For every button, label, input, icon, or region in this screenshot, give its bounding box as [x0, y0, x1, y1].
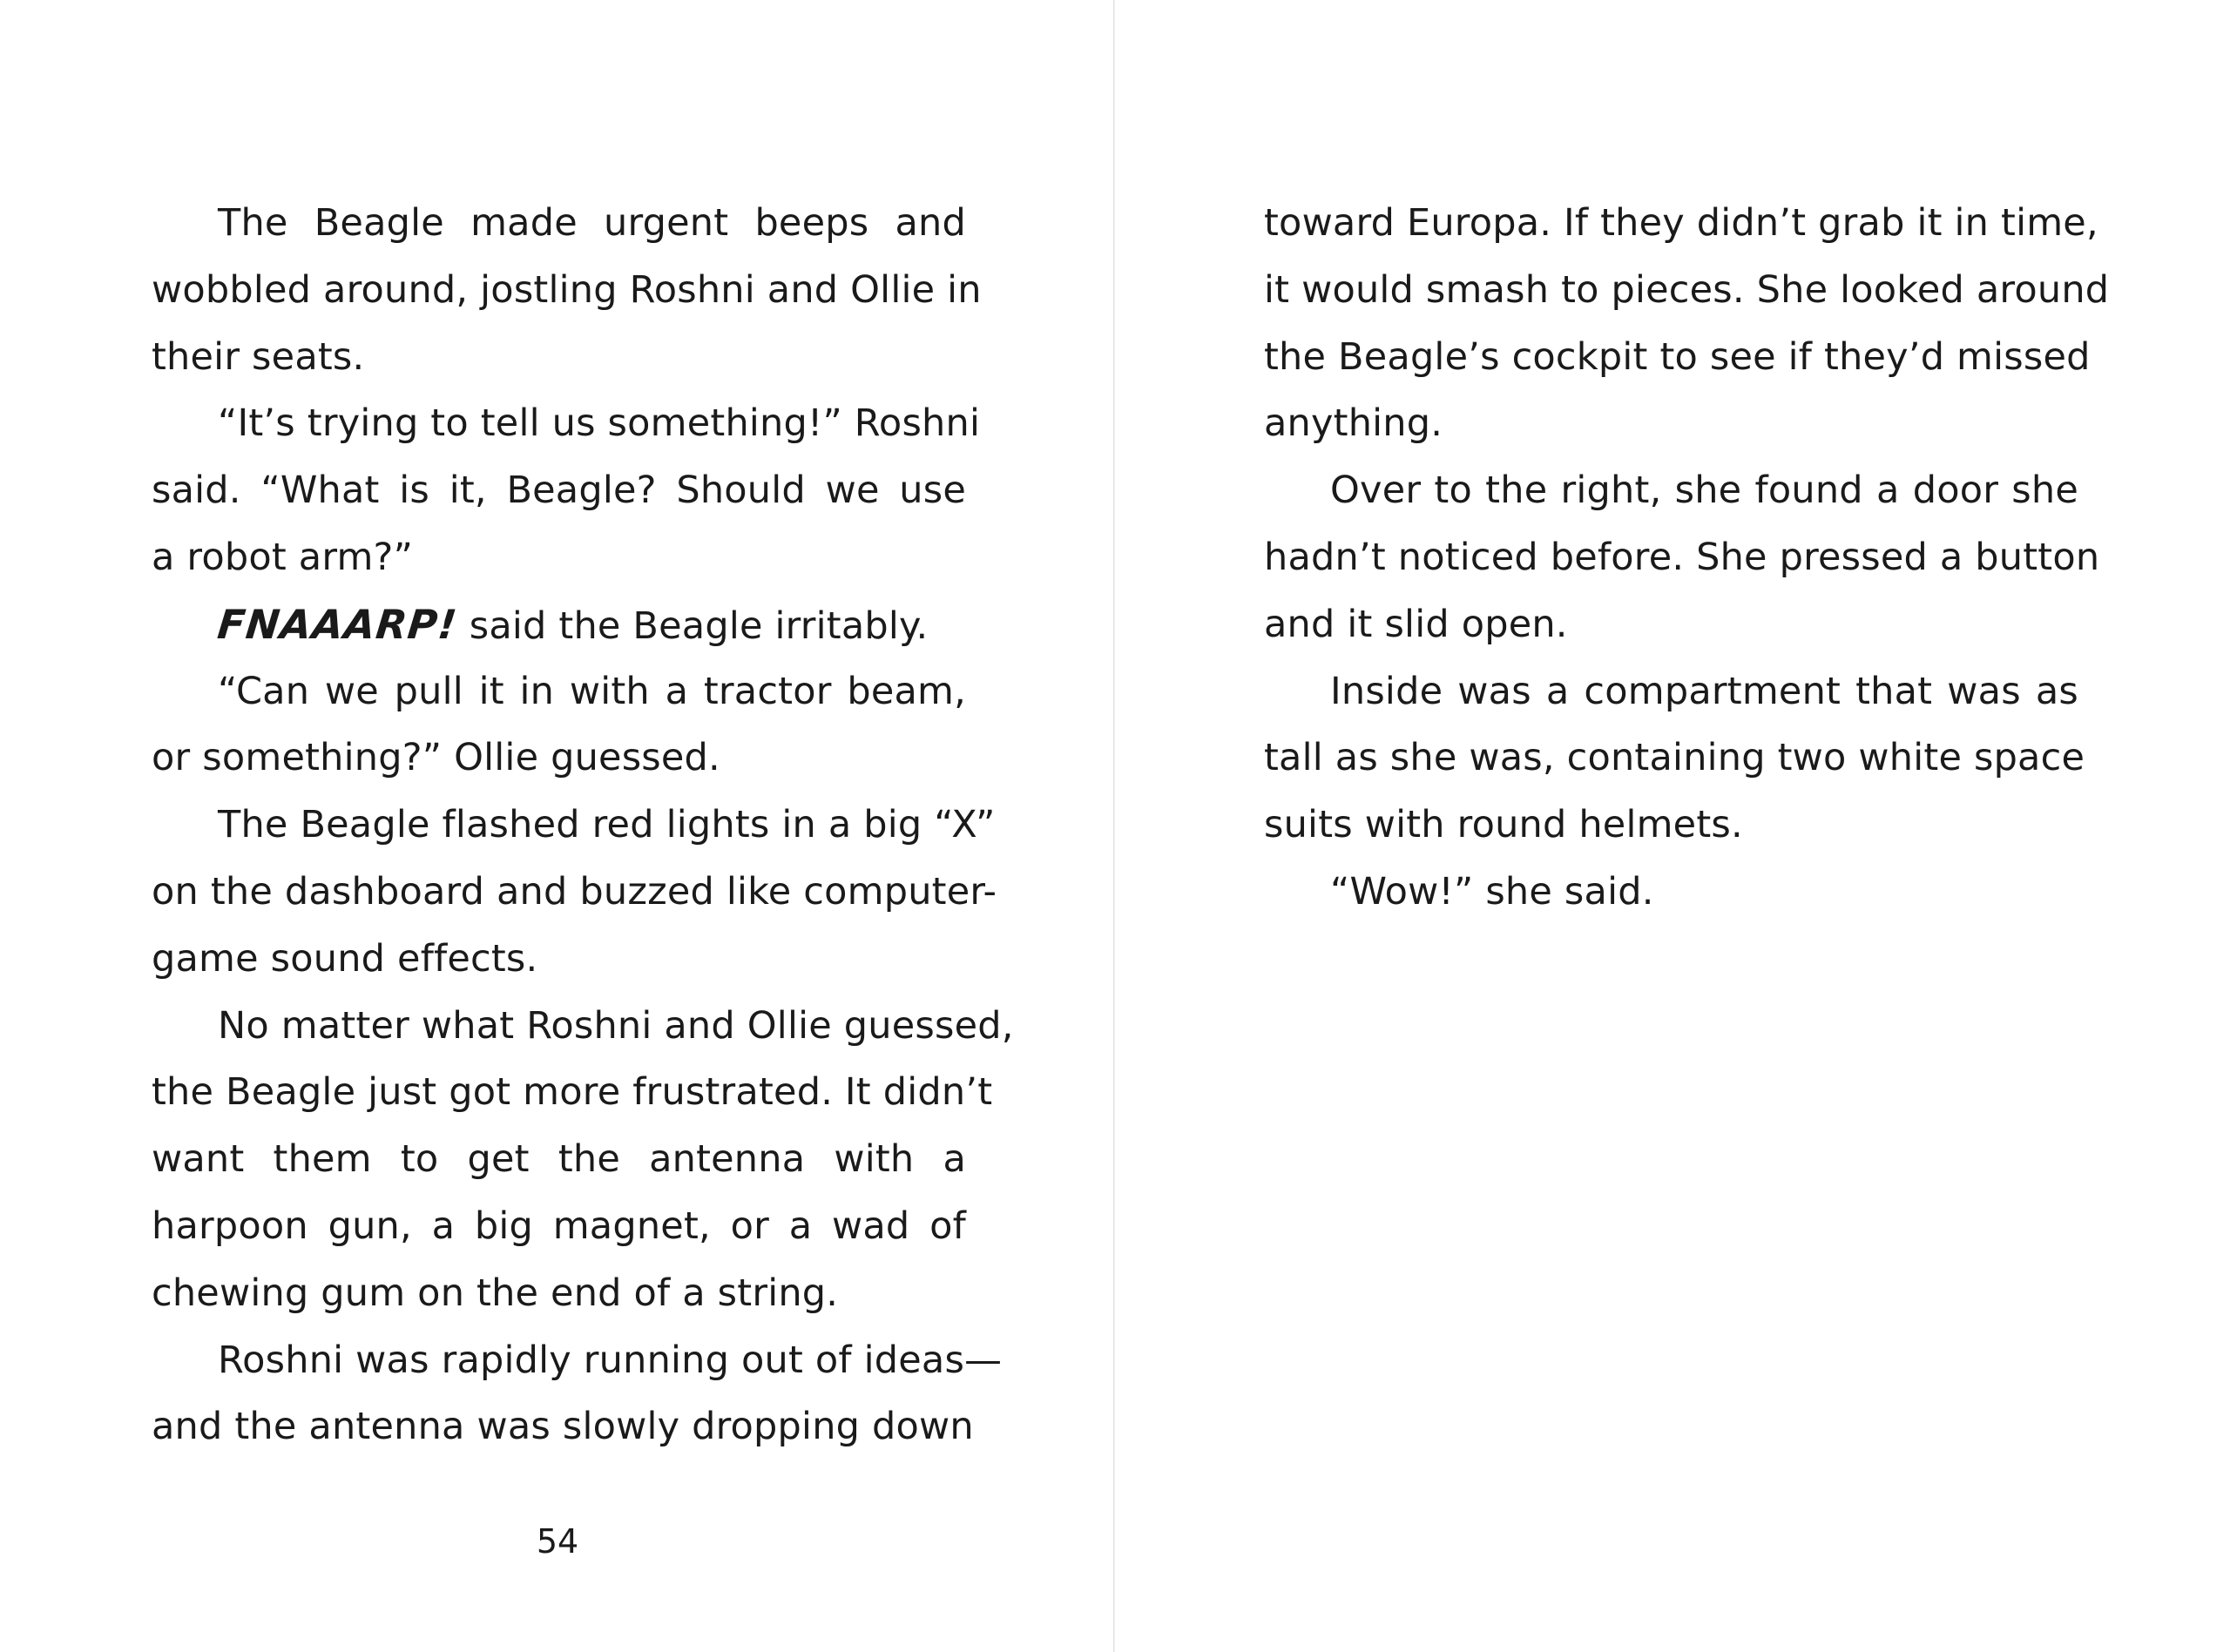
right-page-text: [1264, 190, 2110, 926]
text-line: “Wow!” she said.: [1330, 869, 1654, 914]
page-number: 54: [536, 1522, 579, 1561]
text-line: toward Europa. If they didn’t grab it in time,: [1264, 201, 2098, 245]
text-line: No matter what Roshni and Ollie guessed,: [218, 1003, 1014, 1048]
text-line: “It’s trying to tell us something!” Roshni: [218, 401, 981, 446]
text-line: it would smash to pieces. She looked around: [1264, 267, 2110, 312]
text-line: suits with round helmets.: [1264, 803, 1743, 847]
text-line: on the dashboard and buzzed like computer-: [152, 869, 997, 914]
text-line: hadn’t noticed before. She pressed a button: [1264, 535, 2100, 579]
text-line: Inside was a compartment that was as: [1330, 669, 2078, 713]
text-line-rest: said the Beagle irritably.: [469, 603, 929, 648]
left-page-text: [152, 190, 1014, 1460]
text-line: game sound effects.: [152, 936, 538, 981]
text-line: or something?” Ollie guessed.: [152, 736, 720, 780]
text-line: said. “What is it, Beagle? Should we use: [152, 469, 966, 513]
text-line: harpoon gun, a big magnet, or a wad of: [152, 1204, 966, 1248]
text-line: the Beagle’s cockpit to see if they’d missed: [1264, 334, 2091, 379]
text-line: want them to get the antenna with a: [152, 1137, 966, 1182]
text-line: Roshni was rapidly running out of ideas—: [218, 1338, 1003, 1382]
text-line: their seats.: [152, 334, 365, 379]
sound-effect-fnaaarp: FNAAARP!: [215, 600, 460, 648]
text-line: a robot arm?”: [152, 535, 414, 579]
text-line: and it slid open.: [1264, 602, 1568, 646]
text-line: The Beagle made urgent beeps and: [218, 201, 966, 245]
text-line-sound-effect: [152, 591, 966, 658]
text-line: “Can we pull it in with a tractor beam,: [218, 669, 966, 713]
text-line: and the antenna was slowly dropping down: [152, 1405, 974, 1449]
text-line: Over to the right, she found a door she: [1330, 469, 2078, 513]
text-line: the Beagle just got more frustrated. It didn’t: [152, 1070, 993, 1115]
text-line: The Beagle flashed red lights in a big “X”: [218, 803, 996, 847]
text-line: chewing gum on the end of a string.: [152, 1271, 839, 1315]
text-line: anything.: [1264, 401, 1443, 446]
text-line: wobbled around, jostling Roshni and Ollie in: [152, 267, 982, 312]
text-line: tall as she was, containing two white space: [1264, 736, 2085, 780]
right-page: [1115, 0, 2230, 1652]
